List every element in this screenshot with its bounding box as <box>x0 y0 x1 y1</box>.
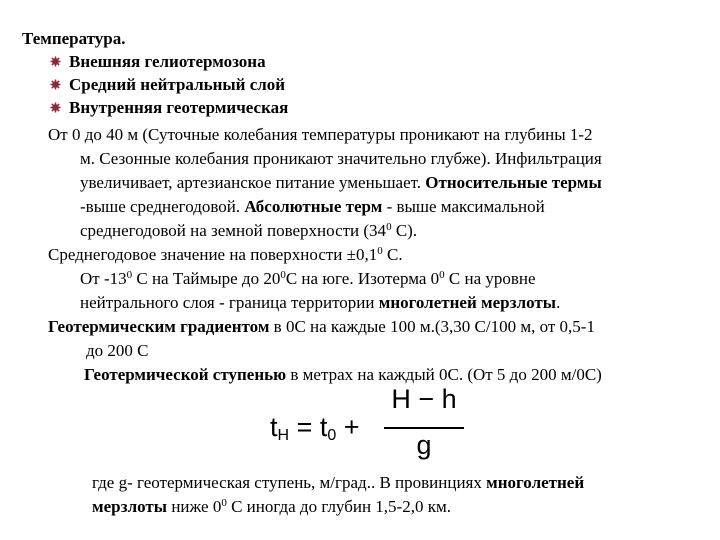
text-span: среднегодовой на земной поверхности (34 <box>80 221 387 240</box>
degree-superscript: 0 <box>280 269 286 281</box>
paragraph-line <box>48 316 595 338</box>
paragraph-line <box>80 268 536 290</box>
formula-symbol: = t <box>289 412 328 442</box>
degree-superscript: 0 <box>377 245 383 257</box>
formula-symbol: + <box>336 412 360 442</box>
formula-subscript: 0 <box>327 427 337 444</box>
text-span: нейтрального слоя - граница территории <box>80 293 379 312</box>
gear-bullet-icon <box>50 56 61 67</box>
paragraph-line: От 0 до 40 м (Суточные колебания температуры проникают на глубины 1-2 <box>48 125 593 144</box>
gear-bullet-icon <box>50 79 61 90</box>
bullet-item-neutral-layer: Средний нейтральный слой <box>69 75 286 94</box>
degree-superscript: 0 <box>386 221 392 233</box>
bold-term: Относительные термы <box>425 173 602 192</box>
text-span: ниже 0 <box>167 497 222 516</box>
degree-superscript: 0 <box>221 497 227 509</box>
paragraph-line: до 200 С <box>86 341 149 360</box>
slide-title: Температура. <box>22 29 126 48</box>
text-span: . <box>556 293 561 312</box>
text-span: Среднегодовое значение на поверхности ±0,1 <box>48 245 378 264</box>
paragraph-line: м. Сезонные колебания проникают значительно глубже). Инфильтрация <box>80 149 602 168</box>
formula-symbol: t <box>270 412 278 442</box>
fraction-bar <box>384 427 464 429</box>
paragraph-line <box>84 364 602 386</box>
paragraph-line <box>48 244 403 266</box>
paragraph-line <box>80 292 560 314</box>
text-span: С). <box>391 221 418 240</box>
bold-term: Абсолютные терм <box>244 197 383 216</box>
paragraph-line <box>92 496 451 518</box>
paragraph-line <box>80 220 417 242</box>
text-span: -выше среднегодовой. <box>80 197 245 216</box>
geothermal-formula <box>270 386 470 466</box>
text-span: в 0С на каждые 100 м.(3,30 С/100 м, от 0,5-1 <box>269 317 595 336</box>
text-span: С на юге. Изотерма 0 <box>285 269 440 288</box>
bold-term: мерзлоты <box>92 497 168 516</box>
formula-subscript: H <box>277 427 290 444</box>
degree-superscript: 0 <box>126 269 133 281</box>
text-span: С на Таймыре до 20 <box>132 269 281 288</box>
text-span: С. <box>382 245 403 264</box>
gear-bullet-icon <box>50 102 61 113</box>
text-span: От -13 <box>80 269 127 288</box>
formula-lhs <box>270 412 360 443</box>
bold-term: многолетней мерзлоты <box>378 293 557 312</box>
bold-term: Геотермическим градиентом <box>48 317 270 336</box>
paragraph-line <box>92 472 584 494</box>
paragraph-line <box>80 172 602 194</box>
degree-superscript: 0 <box>439 269 445 281</box>
bold-term: Геотермической ступенью <box>84 365 287 384</box>
paragraph-line <box>80 196 545 218</box>
text-span: где g- геотермическая ступень, м/град.. В провинциях <box>92 473 487 492</box>
text-span: С иногда до глубин 1,5-2,0 км. <box>226 497 451 516</box>
bullet-item-outer-zone: Внешняя гелиотермозона <box>69 52 266 71</box>
formula-numerator: H − h <box>391 384 457 414</box>
bold-term: многолетней <box>486 473 585 492</box>
text-span: - выше максимальной <box>382 197 545 216</box>
text-span: С на уровне <box>444 269 536 288</box>
formula-denominator: g <box>416 430 432 460</box>
text-span: увеличивает, артезианское питание уменьшает. <box>80 173 426 192</box>
text-span: в метрах на каждый 0С. (От 5 до 200 м/0С) <box>286 365 602 384</box>
bullet-item-inner-zone: Внутренняя геотермическая <box>69 98 289 117</box>
